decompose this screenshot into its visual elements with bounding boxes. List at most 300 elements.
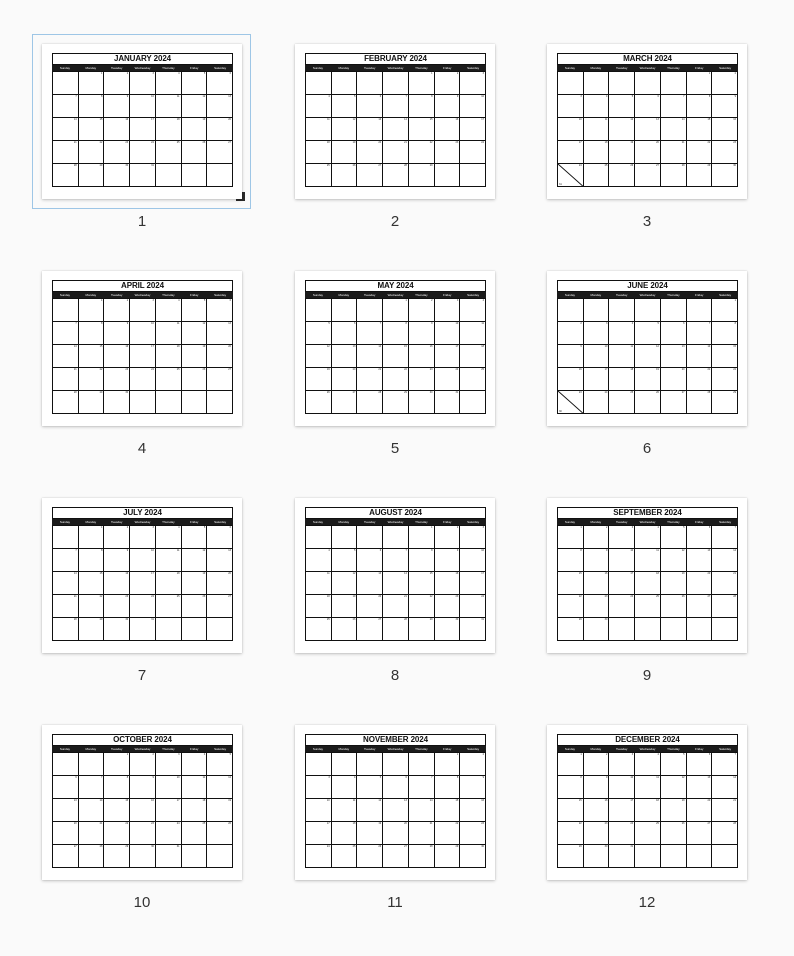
- day-cell: [357, 776, 383, 799]
- day-number: 29: [404, 391, 407, 394]
- day-cell: [661, 845, 687, 868]
- day-number: 24: [455, 368, 459, 371]
- weekday-label: Tuesday: [363, 520, 376, 524]
- day-cell: [156, 845, 182, 868]
- day-cell: [584, 72, 610, 95]
- day-cell: [332, 618, 358, 641]
- day-cell: [584, 299, 610, 322]
- day-number: 9: [152, 776, 154, 779]
- page-number-label: 2: [390, 213, 400, 230]
- day-cell: [460, 118, 486, 141]
- day-number: 3: [631, 526, 634, 529]
- calendar: [557, 53, 738, 187]
- day-number: 24: [176, 822, 180, 825]
- day-number: 7: [405, 549, 407, 552]
- day-number: 1: [708, 72, 711, 75]
- day-number: 29: [578, 845, 582, 848]
- day-number: 25: [352, 845, 356, 848]
- calendar-page[interactable]: [547, 725, 747, 880]
- day-number: 28: [733, 822, 736, 825]
- day-cell: [130, 141, 156, 164]
- day-number: 29: [733, 391, 736, 394]
- day-number: 19: [656, 368, 659, 371]
- day-cell: [687, 776, 713, 799]
- day-cell: [609, 118, 635, 141]
- day-number: 31: [176, 845, 180, 848]
- day-cell: [130, 72, 156, 95]
- calendar-month-title: NOVEMBER 2024: [305, 734, 486, 746]
- weekday-label: Wednesday: [639, 66, 656, 70]
- day-cell: [383, 799, 409, 822]
- day-cell: [435, 799, 461, 822]
- calendar-page[interactable]: [547, 498, 747, 653]
- day-number: 3: [456, 299, 459, 302]
- day-number: 13: [228, 549, 231, 552]
- day-cell: [182, 822, 208, 845]
- day-cell: [409, 845, 435, 868]
- day-number: 14: [73, 118, 77, 121]
- day-cell: [79, 118, 105, 141]
- day-cell: [558, 799, 584, 822]
- day-cell: [661, 72, 687, 95]
- day-cell: [687, 141, 713, 164]
- day-cell: [53, 618, 79, 641]
- day-cell: [53, 822, 79, 845]
- weekday-label: Saturday: [719, 66, 732, 70]
- weekday-label: Wednesday: [639, 520, 656, 524]
- day-cell: [104, 118, 130, 141]
- day-number: 11: [176, 549, 180, 552]
- day-cell: [558, 95, 584, 118]
- day-number: 5: [229, 753, 231, 756]
- day-cell: [687, 595, 713, 618]
- day-number: 30: [733, 164, 736, 167]
- calendar-page[interactable]: [42, 271, 242, 426]
- weekday-label: Friday: [443, 293, 452, 297]
- day-cell: [712, 368, 738, 391]
- day-number: 9: [606, 776, 608, 779]
- day-number: 19: [681, 799, 685, 802]
- day-number: 22: [99, 368, 103, 371]
- day-cell: [712, 572, 738, 595]
- day-cell: [332, 572, 358, 595]
- day-cell: [558, 299, 584, 322]
- weekday-label: Tuesday: [363, 66, 376, 70]
- day-number: 12: [202, 322, 206, 325]
- calendar-page[interactable]: [42, 44, 242, 199]
- day-cell: [79, 368, 105, 391]
- weekday-label: Sunday: [59, 293, 71, 297]
- day-number: 27: [73, 845, 77, 848]
- day-number: 23: [125, 368, 129, 371]
- day-cell: [357, 799, 383, 822]
- day-number: 8: [431, 549, 433, 552]
- day-number: 28: [707, 391, 711, 394]
- day-number: 13: [228, 322, 231, 325]
- day-cell: [460, 845, 486, 868]
- page-number-label: 8: [390, 667, 400, 684]
- day-number: 7: [734, 526, 736, 529]
- day-cell: [712, 595, 738, 618]
- day-number: 3: [152, 526, 154, 529]
- day-number: 19: [202, 572, 206, 575]
- day-number: 28: [733, 595, 736, 598]
- day-cell: [609, 595, 635, 618]
- day-cell: [357, 72, 383, 95]
- calendar-page[interactable]: [42, 725, 242, 880]
- day-cell: [53, 95, 79, 118]
- day-cell: [687, 845, 713, 868]
- day-cell: [357, 95, 383, 118]
- day-number: 2: [606, 753, 608, 756]
- day-cell: [435, 845, 461, 868]
- weekday-label: Wednesday: [387, 747, 404, 751]
- day-number: 12: [202, 95, 206, 98]
- day-number: 20: [228, 572, 231, 575]
- day-cell: [435, 549, 461, 572]
- day-number: 23: [125, 141, 129, 144]
- day-cell: [635, 549, 661, 572]
- calendar-page[interactable]: [295, 271, 495, 426]
- day-cell: [383, 95, 409, 118]
- day-cell: [460, 299, 486, 322]
- day-number: 26: [352, 618, 356, 621]
- day-cell: [207, 822, 233, 845]
- day-number: 9: [580, 345, 582, 348]
- day-cell: [79, 164, 105, 187]
- day-cell: [357, 526, 383, 549]
- day-number: 12: [378, 799, 382, 802]
- weekday-label: Sunday: [564, 747, 576, 751]
- day-number: 14: [378, 345, 382, 348]
- day-number: 12: [656, 345, 659, 348]
- weekday-header: [305, 746, 486, 752]
- weekday-label: Tuesday: [363, 293, 376, 297]
- day-cell: [584, 845, 610, 868]
- day-number: 6: [229, 299, 231, 302]
- day-cell: [584, 141, 610, 164]
- day-cell: [79, 549, 105, 572]
- day-cell: [332, 368, 358, 391]
- day-number: 5: [354, 549, 356, 552]
- day-cell: [357, 822, 383, 845]
- page-thumbnail-8[interactable]: [295, 498, 495, 684]
- day-number: 7: [379, 322, 382, 325]
- weekday-label: Saturday: [214, 66, 227, 70]
- day-cell: [712, 322, 738, 345]
- day-cell: [53, 368, 79, 391]
- day-number: 10: [578, 118, 582, 121]
- day-cell: [435, 753, 461, 776]
- day-number: 20: [656, 141, 659, 144]
- day-number: 2: [606, 526, 608, 529]
- day-cell: [156, 72, 182, 95]
- day-number: 24: [481, 141, 484, 144]
- day-cell: [635, 391, 661, 414]
- day-number: 24: [151, 595, 154, 598]
- day-number: 1: [580, 753, 582, 756]
- day-number: 5: [354, 95, 356, 98]
- day-cell: [357, 164, 383, 187]
- page-thumbnail-7[interactable]: [42, 498, 242, 684]
- weekday-label: Thursday: [415, 520, 428, 524]
- calendar-month-title: AUGUST 2024: [305, 507, 486, 519]
- day-cell: [409, 95, 435, 118]
- day-number: 10: [630, 776, 634, 779]
- day-number: 12: [202, 549, 206, 552]
- day-number: 13: [73, 799, 77, 802]
- day-cell: [409, 299, 435, 322]
- day-number: 10: [151, 95, 154, 98]
- weekday-label: Sunday: [59, 520, 71, 524]
- day-number: 19: [681, 572, 685, 575]
- day-number: 23: [455, 595, 459, 598]
- day-number: 13: [404, 799, 407, 802]
- day-cell: [104, 799, 130, 822]
- day-number: 14: [73, 572, 77, 575]
- day-number: 24: [151, 368, 154, 371]
- day-cell: [558, 72, 584, 95]
- day-cell: [661, 776, 687, 799]
- day-number: 3: [482, 72, 484, 75]
- day-cell: [558, 345, 584, 368]
- calendar-month-title: SEPTEMBER 2024: [557, 507, 738, 519]
- day-cell: [79, 72, 105, 95]
- day-cell: [104, 572, 130, 595]
- page-number-label: 6: [642, 440, 652, 457]
- day-cell: [357, 618, 383, 641]
- day-number: 3: [152, 299, 154, 302]
- day-cell: [661, 345, 687, 368]
- day-number: 26: [202, 595, 206, 598]
- day-number: 4: [328, 95, 330, 98]
- day-cell: [383, 595, 409, 618]
- weekday-label: Thursday: [667, 520, 680, 524]
- day-number: 18: [176, 118, 180, 121]
- weekday-label: Wednesday: [387, 66, 404, 70]
- weekday-label: Saturday: [467, 520, 480, 524]
- weekday-label: Tuesday: [615, 293, 628, 297]
- day-number: 4: [178, 299, 180, 302]
- day-cell: [130, 299, 156, 322]
- day-cell: [306, 595, 332, 618]
- page-thumbnail-6[interactable]: [547, 271, 747, 457]
- day-cell: [130, 118, 156, 141]
- calendar-page[interactable]: [547, 271, 747, 426]
- day-number: 13: [656, 118, 659, 121]
- day-cell: [207, 299, 233, 322]
- day-cell: [130, 753, 156, 776]
- day-number: 8: [101, 95, 103, 98]
- day-cell: [357, 845, 383, 868]
- day-cell: [357, 141, 383, 164]
- day-number: 12: [681, 776, 685, 779]
- day-number: 7: [431, 776, 433, 779]
- day-number: 22: [578, 595, 582, 598]
- page-thumbnail-3[interactable]: [547, 44, 747, 230]
- day-number: 9: [456, 549, 459, 552]
- day-cell: [712, 799, 738, 822]
- day-cell: [207, 618, 233, 641]
- day-cell: [409, 753, 435, 776]
- day-cell: [306, 391, 332, 414]
- day-cell: [383, 822, 409, 845]
- day-cell: [156, 345, 182, 368]
- day-number: 23: [733, 141, 736, 144]
- page-thumbnail-2[interactable]: [295, 44, 495, 230]
- day-cell: [182, 753, 208, 776]
- day-number: 23: [455, 141, 459, 144]
- day-cell: [104, 822, 130, 845]
- day-cell: [357, 299, 383, 322]
- day-number: 5: [683, 526, 685, 529]
- day-number: 5: [631, 95, 634, 98]
- day-cell: [409, 595, 435, 618]
- day-cell: [609, 391, 635, 414]
- calendar-page[interactable]: [295, 44, 495, 199]
- calendar-page[interactable]: [42, 498, 242, 653]
- day-cell: [104, 345, 130, 368]
- day-cell: [558, 118, 584, 141]
- day-cell: [712, 299, 738, 322]
- day-cell: [584, 799, 610, 822]
- day-cell: [435, 526, 461, 549]
- page-thumbnail-1[interactable]: [42, 44, 242, 230]
- weekday-label: Saturday: [467, 66, 480, 70]
- calendar-month-title: FEBRUARY 2024: [305, 53, 486, 65]
- day-cell: [182, 299, 208, 322]
- day-number: 7: [405, 95, 407, 98]
- day-cell: [558, 322, 584, 345]
- day-cell: [182, 595, 208, 618]
- day-number: 30: [481, 845, 484, 848]
- calendar-day-grid: [52, 298, 233, 414]
- day-cell: [712, 72, 738, 95]
- day-cell: [635, 141, 661, 164]
- day-number: 9: [126, 95, 129, 98]
- day-number: 26: [202, 141, 206, 144]
- day-cell: [635, 753, 661, 776]
- day-cell: [156, 572, 182, 595]
- day-number: 25: [326, 164, 330, 167]
- day-cell: [383, 845, 409, 868]
- day-number: 16: [733, 118, 736, 121]
- day-number: 30: [559, 410, 562, 413]
- day-cell: [558, 753, 584, 776]
- day-number: 21: [404, 141, 407, 144]
- day-cell: [79, 595, 105, 618]
- weekday-label: Wednesday: [387, 293, 404, 297]
- day-cell: [558, 618, 584, 641]
- day-cell: [383, 391, 409, 414]
- day-cell: [712, 549, 738, 572]
- day-cell: [435, 572, 461, 595]
- calendar: [557, 507, 738, 641]
- day-number: 16: [455, 572, 459, 575]
- weekday-label: Friday: [443, 66, 452, 70]
- calendar-page[interactable]: [295, 725, 495, 880]
- calendar-day-grid: [557, 71, 738, 187]
- page-number-label: 4: [137, 440, 147, 457]
- day-cell: [435, 95, 461, 118]
- day-cell: [609, 618, 635, 641]
- day-cell: [409, 164, 435, 187]
- day-number: 22: [429, 595, 433, 598]
- calendar: [52, 280, 233, 414]
- day-cell: [207, 845, 233, 868]
- day-number: 24: [578, 164, 582, 167]
- day-cell: [383, 368, 409, 391]
- day-cell: [409, 776, 435, 799]
- day-cell: [53, 164, 79, 187]
- calendar: [52, 734, 233, 868]
- day-cell: [207, 526, 233, 549]
- day-number: 24: [604, 391, 608, 394]
- day-number: 29: [99, 391, 103, 394]
- day-number: 18: [202, 799, 206, 802]
- page-thumbnail-12[interactable]: [547, 725, 747, 911]
- calendar-month-title: JUNE 2024: [557, 280, 738, 292]
- day-number: 29: [455, 845, 459, 848]
- day-number: 24: [151, 141, 154, 144]
- day-cell: [661, 549, 687, 572]
- day-number: 5: [683, 753, 685, 756]
- calendar-month-title: JULY 2024: [52, 507, 233, 519]
- page-thumbnail-11[interactable]: [295, 725, 495, 911]
- day-number: 8: [101, 549, 103, 552]
- day-number: 7: [75, 322, 77, 325]
- day-cell: [435, 391, 461, 414]
- page-thumbnail-5[interactable]: [295, 271, 495, 457]
- day-cell: [558, 391, 584, 414]
- calendar-page[interactable]: [295, 498, 495, 653]
- day-number: 27: [378, 618, 382, 621]
- calendar: [305, 280, 486, 414]
- calendar-page[interactable]: [547, 44, 747, 199]
- page-thumbnail-4[interactable]: [42, 271, 242, 457]
- day-cell: [357, 345, 383, 368]
- day-number: 15: [99, 345, 103, 348]
- day-cell: [104, 526, 130, 549]
- day-cell: [357, 118, 383, 141]
- day-number: 2: [126, 299, 129, 302]
- day-cell: [712, 776, 738, 799]
- weekday-label: Friday: [695, 293, 704, 297]
- day-cell: [584, 95, 610, 118]
- day-number: 22: [707, 141, 711, 144]
- day-cell: [104, 368, 130, 391]
- day-number: 14: [429, 799, 433, 802]
- day-number: 14: [99, 799, 103, 802]
- day-number: 3: [482, 526, 484, 529]
- day-number: 31: [151, 164, 154, 167]
- day-number: 23: [481, 822, 484, 825]
- day-number: 12: [228, 776, 231, 779]
- day-cell: [104, 299, 130, 322]
- day-number: 17: [630, 572, 634, 575]
- day-cell: [79, 845, 105, 868]
- page-thumbnail-10[interactable]: [42, 725, 242, 911]
- page-thumbnail-9[interactable]: [547, 498, 747, 684]
- day-number: 17: [604, 368, 608, 371]
- weekday-label: Saturday: [719, 520, 732, 524]
- page-number-label: 1: [137, 213, 147, 230]
- day-number: 4: [606, 95, 608, 98]
- day-number: 28: [404, 164, 407, 167]
- weekday-label: Saturday: [214, 747, 227, 751]
- day-cell: [207, 322, 233, 345]
- day-cell: [661, 368, 687, 391]
